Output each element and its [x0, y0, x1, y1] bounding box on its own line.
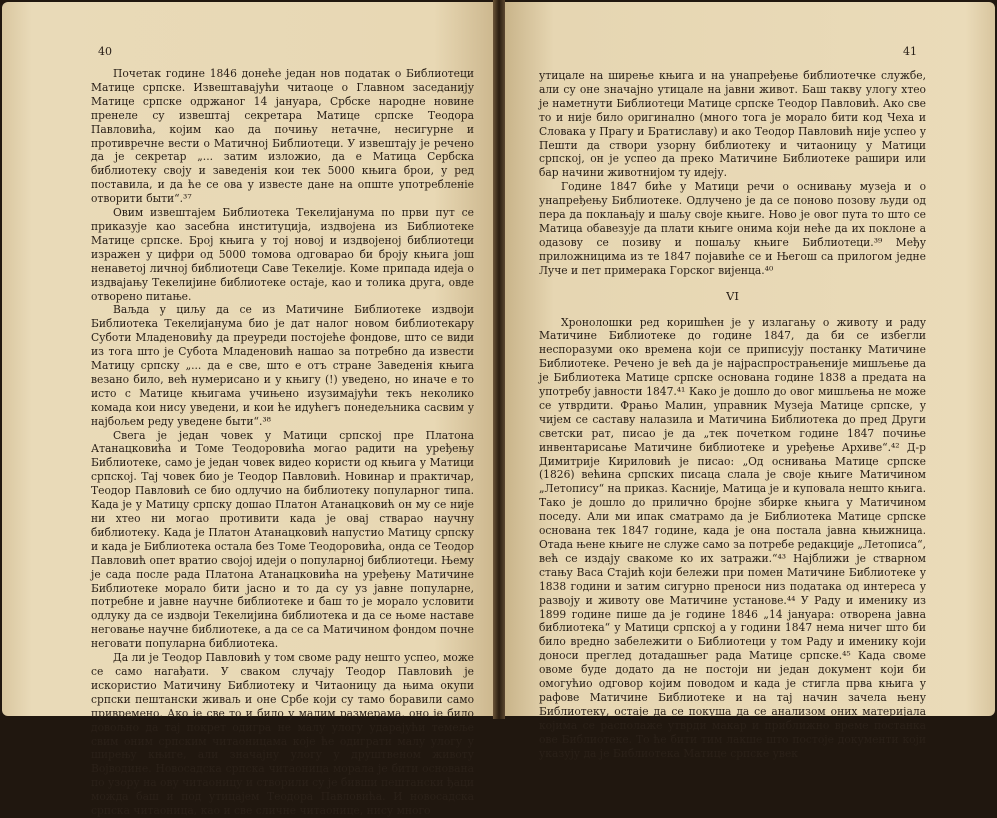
section-heading: VI	[726, 288, 739, 303]
paragraph: Ваљда у циљу да се из Матичине Библиотеке издвоји Библиотека Текелијанума био је дат налог новом библиотекару Суботи Младеновићу да преуреди постојеће фондове, што се види из тога што је Субота Младеновић нашао за потребно да извести Матицу српску „... да е све, што е отъ стране Заведенія књига везано било, већ нумерисано и у књигу (!) уведено, но иначе е то исто с Матице књигама учињено изузимајући текъ неколико комада кои нису уведени, и кои ће идућегъ понедељника сасвим у најбољем реду уведене быти“.³⁸	[91, 303, 474, 428]
paragraph: утицале на ширење књига и на унапређење библиотечке службе, али су оне значајно утицале на јавни живот. Баш такву улогу хтео је наметнути Библиотеци Матице српске Теодор Павловић. Ако све то и није било оригинално (много тога је морало бити код Чеха и Словака у Прагу и Братиславу) и ако Теодор Павловић није успео у Пешти да створи узорну библиотеку и читаоницу у Матици српској, он је успео да преко Матичине Библиотеке рашири или бар начини животнијом ту идеју.	[539, 69, 926, 180]
paragraph: Да ли је Теодор Павловић у том своме раду нешто успео, може се само нагађати. У сваком случају Теодор Павловић је искористио Матичину Библиотеку и Читаоницу да њима окупи српски пештански живаљ и оне Србе који су тамо боравили само привремено. Ако је све то и било у малим размерама, оно је било довољно да тај покрет одигра не малу улогу ударајући темеље свим оним српским читаоницама које ће одиграти малу улогу у ширењу књиге, али значајну улогу у друштвеном животу Војводине. Новосадска српска читаоница морала је бити основана по узору на ову читаоницу и створили су је бивши пештански ђаци можда баш и под утицајем Теодора Павловића. И новосадска српска читаоница, као и све сличне читаонице, нису много	[91, 651, 474, 818]
page-body	[539, 69, 926, 761]
left-page	[2, 2, 493, 818]
paragraph: Овим извештајем Библиотека Текелијанума по први пут се приказује као засебна институција, издвојена из Библиотеке Матице српске. Број књига у тој новој и издвојеној библиотеци изражен у цифри од 5000 томова одговарао би броју књига још ненаветој личној библиотеци Саве Текелије. Коме припада идеја о издвајању Текелијине библиотеке остаје, као и толика друга, овде отворено питање.	[91, 206, 474, 303]
right-page	[505, 2, 995, 760]
paragraph: Почетак године 1846 донеће један нов податак о Библиотеци Матице српске. Извештавајући читаоце о Главном заседанију Матице српске одржаног 14 јануара, Србске народне новине пренеле су извештај секретара Матице српске Теодора Павловића, којим као да почињу нетачне, несигурне и противречне вести о Матичној Библиотеци. У извештају је речено да је секретар „... затим изложио, да е Матица Сербска библиотеку своју и заведенія кои тек 5000 књига брои, у ред поставила, и да ће се ова у известе дане на опште употребленіе отворити быти“.³⁷	[91, 67, 474, 206]
page-number: 41	[903, 45, 917, 58]
paragraph: Свега је један човек у Матици српској пре Платона Атанацковића и Томе Теодоровића могао радити на уређењу Библиотеке, само је један човек видео користи од књига у Матици српској. Тај човек био је Теодор Павловић. Новинар и практичар, Теодор Павловић се био одлучио на библиотеку популарног типа. Када је у Матицу српску дошао Платон Атанацковић он му се није ни хтео ни могао противити када је овај стварао научну библиотеку. Када је Платон Атанацковић напустио Матицу српску и када је Библиотека остала без Томе Теодоровића, онда се Теодор Павловић опет вратио својој идеји о популарној библиотеци. Њему је сада после рада Платона Атанацковића на уређењу Матичине Библиотеке морало бити јасно и то да су уз јавне популарне, потребне и јавне научне библиотеке и баш то је морало условити одлуку да се издвоји Текелијина библиотека и да се њоме наставе неговање научне библиотеке, а да се са Матичином фондом почне неговати популарна библиотека.	[91, 428, 474, 651]
book-gutter	[493, 0, 505, 719]
page-body	[91, 67, 474, 818]
page-number: 40	[98, 45, 112, 58]
paragraph: Хронолошки ред коришћен је у излагању о животу и раду Матичине Библиотеке до године 1847, да би се избегли неспоразуми око времена који се приписују постанку Матичине Библиотеке. Речено је већ да је најраспрострањеније мишљење да је Библиотека Матице српске основана године 1838 а предата на употребу јавности 1847.⁴¹ Како је дошло до овог мишљења не може се утврдити. Фрањо Малин, управник Музеја Матице српске, у чијем се саставу налазила и Матичина Библиотека до пред Други светски рат, писао је да „тек почетком године 1847 почиње инвентарисање Матичине библиотеке и уређење Архиве“.⁴² Д-р Димитрије Кириловић је писао: „Од оснивања Матице српске (1826) већина српских писаца слала је своје књиге Матичином „Летопису“ на приказ. Касније, Матица је и куповала нешто књига. Тако је дошло до прилично бројне збирке књига у Матичином поседу. Али ми ипак сматрамо да је Библиотека Матице српске основана тек 1847 године, када је она постала јавна књижница. Отада њене књиге не служе само за потребе редакције „Летописа“, већ се издају свакоме ко их затражи.“⁴³ Најближи је стварном стању Васа Стајић који бележи при помен Матичине Библиотеке у 1838 години и затим сигурно преноси низ података од интереса у развоју и животу ове Матичине установе.⁴⁴ У Раду и именику из 1899 године пише да је године 1846 „14 јануара: отворена јавна библиотека“ у Матици српској а у години 1847 нема ничег што би било вредно забележити о Библиотеци у том Раду и именику који доноси преглед дотадашњег рада Матице српске.⁴⁵ Када своме овоме буде додато да не постоји ни један документ који би омогућио одговор којим поводом и када је стигла прва књига у рафове Матичине Библиотеке и на тај начин зачела њену Библиотеку, остаје да се покуша да се анализом оних материјала којима се располаже утврди макар и приближно време постанка ове Библиотеке. То ће бити тим лакше што постоје документи који указују да је Библиотека Матице српске увек	[539, 315, 926, 760]
paragraph: Године 1847 биће у Матици речи о оснивању музеја и о унапређењу Библиотеке. Одлучено је да се поново позову људи од пера да поклањају и шаљу своје књиге. Ново је овог пута то што се Матица обавезује да плати књиге онима који неће да их поклоне а одазову се позиву и пошаљу књиге Библиотеци.³⁹ Међу приложницима из те 1847 појавиће се и Његош са прилогом једне Луче и пет примерака Горског вијенца.⁴⁰	[539, 180, 926, 277]
